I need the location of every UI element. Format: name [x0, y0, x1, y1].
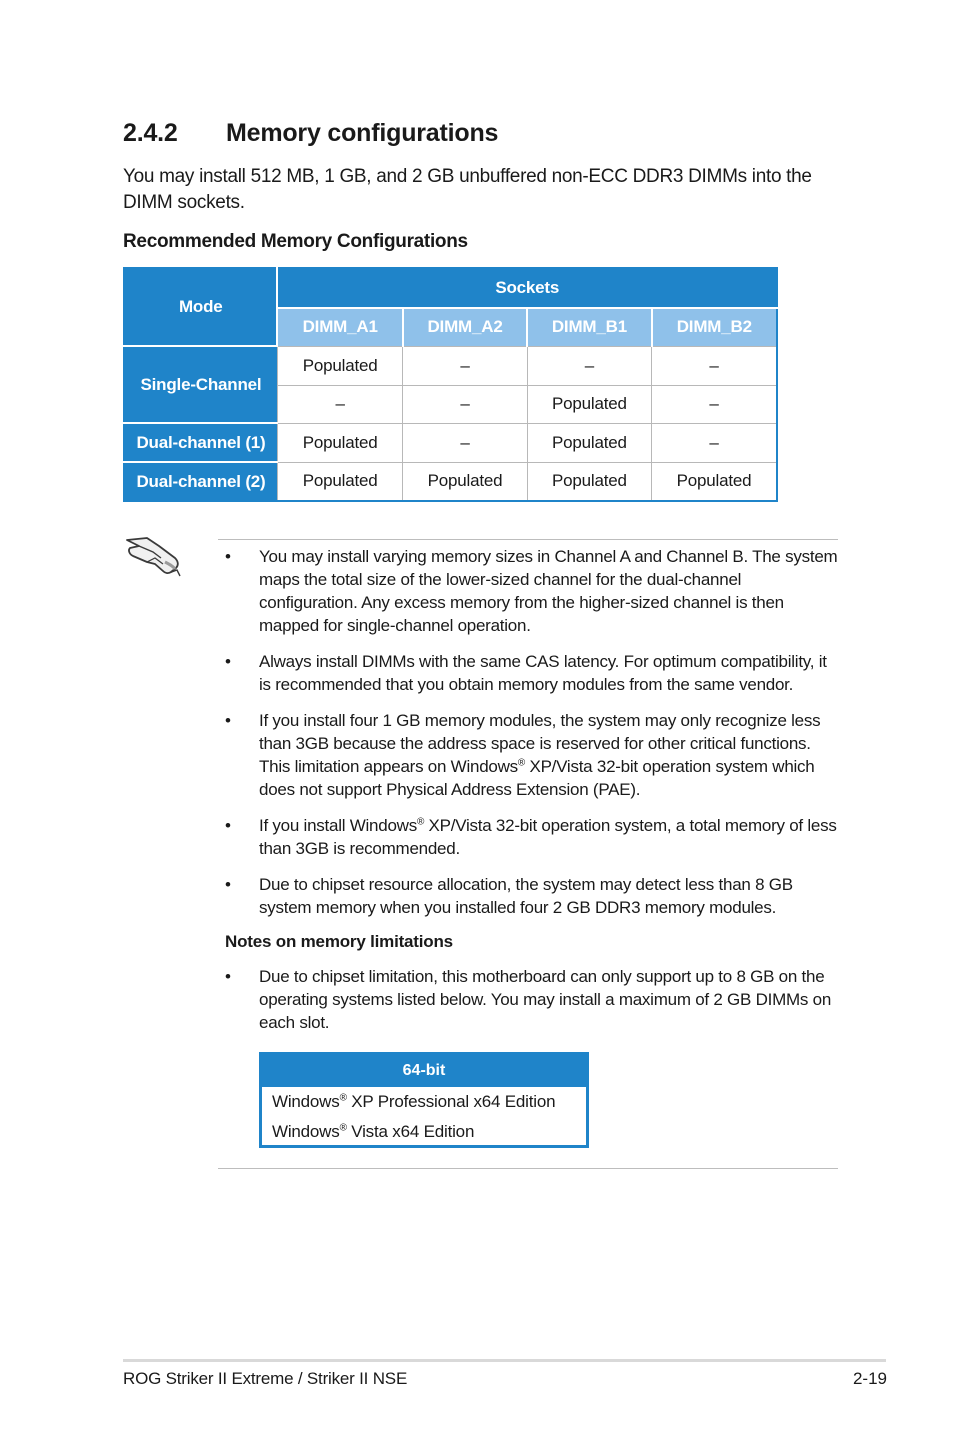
- note-bullet: • Due to chipset resource allocation, the system may detect less than 8 GB system memory when you installed four 2 GB DDR3 memory modules.: [225, 875, 793, 917]
- note-bullet: • If you install Windows® XP/Vista 32-bit operation system, a total memory of less than 3GB is recommended.: [225, 816, 837, 858]
- column-header: DIMM_B1: [527, 308, 651, 346]
- table-cell: Populated: [277, 462, 402, 501]
- column-header: DIMM_A1: [277, 308, 402, 346]
- note-bullet: • You may install varying memory sizes in Channel A and Channel B. The system maps the total size of the lower-sized channel for the dual-channel configuration. Any excess memory from the higher-sized channel is then mapped for single-channel operation.: [225, 547, 838, 635]
- section-title: [123, 119, 498, 148]
- note-hand-icon: [125, 532, 181, 578]
- footer-rule: [123, 1359, 886, 1362]
- mode-label: Dual-channel (1): [124, 423, 277, 462]
- column-header: DIMM_A2: [403, 308, 527, 346]
- footer-product: ROG Striker II Extreme / Striker II NSE: [123, 1369, 408, 1388]
- note-bottom-rule: [218, 1168, 838, 1169]
- table-cell: Populated: [403, 462, 527, 501]
- table-cell: –: [652, 423, 777, 462]
- table-row: [124, 346, 777, 385]
- mode-label: Dual-channel (2): [124, 462, 277, 501]
- os-row: Windows® Vista x64 Edition: [272, 1122, 475, 1141]
- table-heading: Recommended Memory Configurations: [123, 231, 468, 252]
- table-cell: –: [527, 346, 651, 385]
- table-row: [124, 462, 777, 501]
- table-cell: Populated: [277, 346, 402, 385]
- table-cell: –: [403, 385, 527, 423]
- memory-config-table: [123, 267, 778, 502]
- limitations-bullet: • Due to chipset limitation, this motherboard can only support up to 8 GB on the operating systems listed below. You may install a maximum of 2 GB DIMMs on each slot.: [225, 967, 832, 1032]
- column-header: DIMM_B2: [652, 308, 777, 346]
- note-bullet: • Always install DIMMs with the same CAS latency. For optimum compatibility, it is recommended that you obtain memory modules from the same vendor.: [225, 652, 827, 694]
- os-row: Windows® XP Professional x64 Edition: [272, 1092, 556, 1111]
- table-cell: Populated: [652, 462, 777, 501]
- table-cell: –: [652, 346, 777, 385]
- table-cell: –: [403, 346, 527, 385]
- os-64bit-table: [259, 1052, 589, 1148]
- os-table-header: 64-bit: [262, 1055, 586, 1087]
- table-cell: Populated: [527, 423, 651, 462]
- mode-label: Single-Channel: [124, 346, 277, 423]
- mode-header: Mode: [124, 268, 277, 346]
- limitations-heading: Notes on memory limitations: [225, 932, 453, 951]
- section-number: 2.4.2: [123, 119, 178, 147]
- section-title-text: Memory configurations: [226, 119, 499, 147]
- intro-paragraph: You may install 512 MB, 1 GB, and 2 GB unbuffered non-ECC DDR3 DIMMs into the DIMM sockets.: [123, 166, 812, 213]
- table-row: [124, 423, 777, 462]
- note-bullet: • If you install four 1 GB memory modules, the system may only recognize less than 3GB because the address space is reserved for other critical functions. This limitation appears on Windows® XP/Vista 32-bit operation system which does not support Physical Address Extension (PAE).: [225, 711, 821, 799]
- table-cell: Populated: [527, 462, 651, 501]
- notes-block: [218, 545, 842, 1047]
- table-cell: –: [403, 423, 527, 462]
- note-top-rule: [218, 539, 838, 540]
- table-cell: Populated: [277, 423, 402, 462]
- page-number: 2-19: [852, 1369, 887, 1388]
- table-cell: –: [277, 385, 402, 423]
- table-cell: –: [652, 385, 777, 423]
- sockets-header: Sockets: [277, 268, 777, 308]
- table-cell: Populated: [527, 385, 651, 423]
